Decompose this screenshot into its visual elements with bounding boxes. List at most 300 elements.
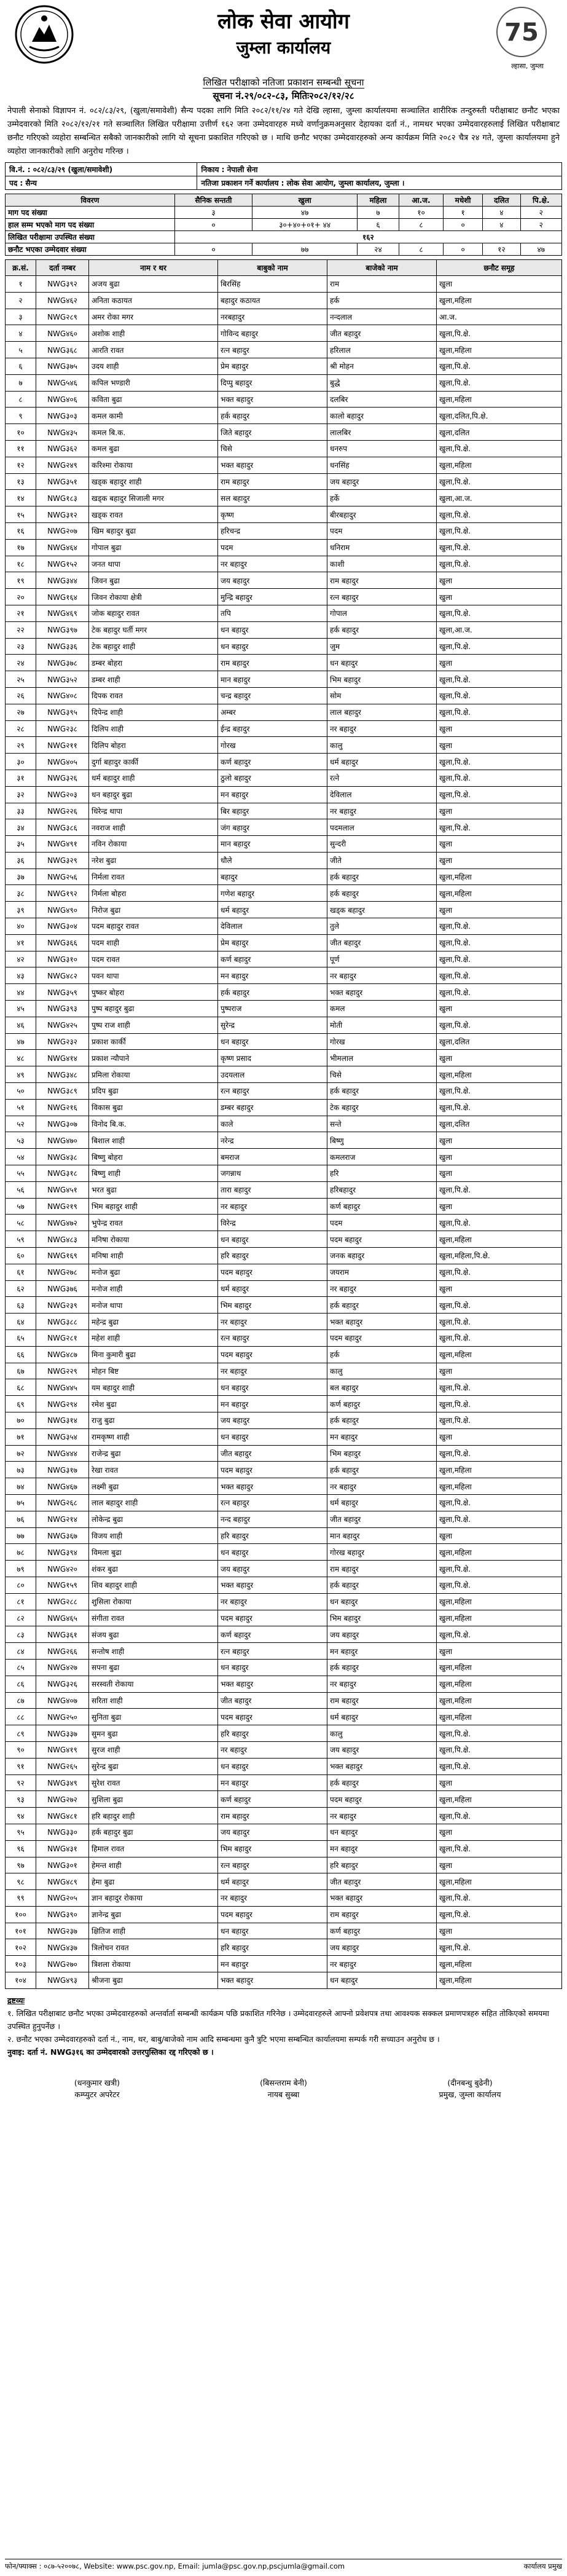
grandfather-name-cell: जय बहादुर — [327, 1741, 437, 1758]
name-cell: ज्ञान बहादुर रोकाया — [89, 1890, 218, 1907]
serial-cell: १३ — [6, 473, 36, 490]
table-row — [6, 1791, 562, 1808]
father-name-cell: धर्म बहादुर — [218, 1280, 327, 1297]
father-name-cell: नर बहादुर — [218, 556, 327, 572]
reg-no-cell: NWG२३९ — [36, 1297, 89, 1314]
grandfather-name-cell: राम बहादुर — [327, 572, 437, 589]
name-cell: निर्मला बोहरा — [89, 885, 218, 902]
grandfather-name-cell: हर्क — [327, 1346, 437, 1363]
group-cell: खुला,महिला — [437, 1659, 562, 1676]
reg-no-cell: NWG३६२ — [36, 440, 89, 457]
grandfather-name-cell: नर बहादुर — [327, 1280, 437, 1297]
vacancy-header-cell: दलित — [483, 194, 521, 207]
group-cell: खुला,पि.क्षे. — [437, 1297, 562, 1314]
name-cell: सरिता शाही — [89, 1692, 218, 1709]
serial-cell: ८५ — [6, 1659, 36, 1676]
name-cell: प्रदिप बुढा — [89, 1083, 218, 1100]
table-row — [6, 885, 562, 902]
group-cell: खुला,पि.क्षे. — [437, 539, 562, 556]
serial-cell: ९२ — [6, 1774, 36, 1791]
name-cell: पदम बहादुर रावत — [89, 918, 218, 935]
name-cell: दिपेन्द्र शाही — [89, 704, 218, 720]
reg-no-cell: NWG४८१ — [36, 1808, 89, 1824]
serial-cell: २७ — [6, 704, 36, 720]
group-cell: खुला,पि.क्षे. — [437, 1890, 562, 1907]
reg-no-cell: NWG४९१ — [36, 836, 89, 853]
name-cell: बिष्णु बोहरा — [89, 1149, 218, 1165]
grandfather-name-cell: हरिबहादुर — [327, 1181, 437, 1198]
vacancy-cell: ८ — [399, 243, 443, 256]
table-row — [6, 1906, 562, 1923]
name-cell: राजु बुढा — [89, 1412, 218, 1428]
group-cell: खुला,महिला — [437, 1066, 562, 1083]
table-row — [6, 1330, 562, 1347]
table-row — [6, 869, 562, 885]
table-row — [6, 276, 562, 293]
name-cell: विनोद बि.क. — [89, 1116, 218, 1132]
table-row — [6, 342, 562, 358]
letterhead — [5, 0, 562, 75]
father-name-cell: पदम — [218, 539, 327, 556]
father-name-cell: हरि बहादुर — [218, 1248, 327, 1264]
signature-1 — [23, 2077, 171, 2100]
serial-cell: २० — [6, 589, 36, 605]
name-cell: राजेन्द्र बुढा — [89, 1445, 218, 1462]
vacancy-table — [5, 194, 562, 256]
father-name-cell: नरेन्द्र — [218, 1132, 327, 1149]
serial-cell: १०४ — [6, 1972, 36, 1989]
grandfather-name-cell: धन बहादुर — [327, 1593, 437, 1610]
grandfather-name-cell: हर्क बहादुर — [327, 621, 437, 638]
table-row — [6, 506, 562, 523]
father-name-cell: बहादुर कठायत — [218, 292, 327, 309]
vacancy-header-cell: पि.क्षे. — [520, 194, 561, 207]
grandfather-name-cell: जनक बहादुर — [327, 1248, 437, 1264]
grandfather-name-cell: जीत बहादुर — [327, 325, 437, 342]
reg-no-cell: NWG४८३ — [36, 1231, 89, 1248]
reg-no-cell: NWG२४९ — [36, 457, 89, 473]
reg-no-cell: NWG३६१ — [36, 1626, 89, 1643]
signature-title: कम्प्युटर अपरेटर — [74, 2089, 120, 2099]
table-row — [6, 1001, 562, 1017]
grandfather-name-cell: लाल बहादुर — [327, 704, 437, 720]
group-cell: खुला,महिला — [437, 1692, 562, 1709]
group-cell: खुला,पि.क्षे. — [437, 934, 562, 951]
reg-no-cell: NWG३२६ — [36, 1676, 89, 1692]
serial-cell: २२ — [6, 621, 36, 638]
serial-cell: २४ — [6, 655, 36, 671]
grandfather-name-cell: कमल — [327, 1001, 437, 1017]
group-cell: खुला,पि.क्षे. — [437, 1511, 562, 1527]
anniversary-caption: ल्हासा, जुम्ला — [511, 62, 544, 70]
group-cell: खुला — [437, 1198, 562, 1215]
name-cell: शंकर बुढा — [89, 1561, 218, 1577]
name-cell: शुसिला रोकाया — [89, 1593, 218, 1610]
grandfather-name-cell: जीत बहादुर — [327, 1511, 437, 1527]
grandfather-name-cell: भिम बहादुर — [327, 671, 437, 688]
name-cell: दिलिप बोहरा — [89, 737, 218, 754]
father-name-cell: पदम बहादुर — [218, 1906, 327, 1923]
grandfather-name-cell: पदम बहादुर — [327, 1330, 437, 1347]
name-cell: अजय बुढा — [89, 276, 218, 293]
name-cell: सुनिता बुढा — [89, 1709, 218, 1725]
name-cell: बिष्णु शाही — [89, 1165, 218, 1182]
name-cell: लाल बहादुर शाही — [89, 1494, 218, 1511]
group-cell: खुला — [437, 803, 562, 819]
father-name-cell: गणेश बहादुर — [218, 885, 327, 902]
reg-no-cell: NWG३५९ — [36, 984, 89, 1001]
father-name-cell: काले — [218, 1116, 327, 1132]
grandfather-name-cell: मोती — [327, 1017, 437, 1033]
name-cell: सरस्वती रोकाया — [89, 1676, 218, 1692]
name-cell: क्षितिज शाही — [89, 1923, 218, 1939]
serial-cell: ७२ — [6, 1445, 36, 1462]
reg-no-cell: NWG४९० — [36, 902, 89, 918]
reg-no-cell: NWG४६२ — [36, 292, 89, 309]
serial-cell: १४ — [6, 490, 36, 506]
reg-no-cell: NWG१५९ — [36, 1577, 89, 1593]
reg-no-cell: NWG२६६ — [36, 1643, 89, 1660]
table-row — [6, 1890, 562, 1907]
reg-no-cell: NWG४३७ — [36, 1939, 89, 1956]
reg-no-cell: NWG४५१ — [36, 1181, 89, 1198]
name-cell: प्रकाश न्यौपाने — [89, 1050, 218, 1066]
reg-no-cell: NWG३४८ — [36, 1066, 89, 1083]
group-cell: खुला,पि.क्षे. — [437, 522, 562, 539]
reg-no-cell: NWG३१४ — [36, 1412, 89, 1428]
note-item: १. लिखित परीक्षाबाट छनौट भएका उम्मेदवारहरुको अन्तर्वार्ता सम्बन्धी कार्यक्रम पछि प्रकाशित गरिनेछ । उम्मेदवारहरुले आफ्नो प्रवेशपत्र तथा आवश्यक सक्कल प्रमाणपत्रहरु सहित तोकिएको समयमा उपस्थित हुनुपर्नेछ । — [7, 2008, 549, 2031]
vacancy-cell: ६ — [358, 219, 399, 231]
group-cell: खुला,पि.क्षे. — [437, 1017, 562, 1033]
father-name-cell: धन बहादुर — [218, 1544, 327, 1561]
serial-cell: ७ — [6, 374, 36, 391]
grandfather-name-cell: हर्क बहादुर — [327, 1774, 437, 1791]
vacancy-cell: १२ — [483, 243, 521, 256]
grandfather-name-cell: हर्क बहादुर — [327, 1083, 437, 1100]
father-name-cell: जीत बहादुर — [218, 1445, 327, 1462]
father-name-cell: हरि बहादुर — [218, 1725, 327, 1742]
group-cell: खुला — [437, 836, 562, 853]
name-cell: खड्क रावत — [89, 506, 218, 523]
signature-title: प्रमुख, जुम्ला कार्यालय — [439, 2089, 501, 2099]
group-cell: खुला,पि.क्षे. — [437, 1577, 562, 1593]
father-name-cell: कर्ण बहादुर — [218, 951, 327, 967]
reg-no-cell: NWG३५४ — [36, 1428, 89, 1445]
name-cell: मोहन बिष्ट — [89, 1363, 218, 1379]
reg-no-cell: NWG३६८ — [36, 342, 89, 358]
group-cell: खुला — [437, 1923, 562, 1939]
serial-cell: ३३ — [6, 803, 36, 819]
grandfather-name-cell: कर्ण बहादुर — [327, 1198, 437, 1215]
notice-title: लिखित परीक्षाको नतिजा प्रकाशन सम्बन्धी सूचना — [203, 77, 364, 88]
group-cell: खुला,महिला — [437, 342, 562, 358]
group-cell: खुला,दलित — [437, 424, 562, 441]
signature-name: (दीनबन्धु बुढेनी) — [447, 2078, 493, 2087]
name-cell: धिरेन्द्र थापा — [89, 803, 218, 819]
serial-cell: ९६ — [6, 1840, 36, 1857]
serial-cell: ३६ — [6, 852, 36, 869]
grandfather-name-cell: नर बहादुर — [327, 967, 437, 984]
table-row — [6, 1873, 562, 1890]
result-office: नतिजा प्रकाशन गर्ने कार्यालय : लोक सेवा आयोग, जुम्ला कार्यालय, जुम्ला । — [197, 176, 562, 190]
name-cell: भरत बुढा — [89, 1181, 218, 1198]
reg-no-cell: NWG२३७ — [36, 1923, 89, 1939]
grandfather-name-cell: कालो बहादुर — [327, 408, 437, 424]
group-cell: आ.ज. — [437, 309, 562, 325]
result-header-cell: क्र.सं. — [6, 260, 36, 276]
table-row — [6, 1956, 562, 1972]
table-row — [6, 934, 562, 951]
group-cell: खुला,महिला — [437, 1873, 562, 1890]
table-row — [6, 1494, 562, 1511]
reg-no-cell: NWG४८९ — [36, 1873, 89, 1890]
serial-cell: ९५ — [6, 1824, 36, 1840]
serial-cell: ४२ — [6, 951, 36, 967]
footer-right: कार्यालय प्रमुख — [523, 2562, 562, 2570]
father-name-cell: रत्न बहादुर — [218, 1083, 327, 1100]
reg-no-cell: NWG३८९ — [36, 1083, 89, 1100]
father-name-cell: पदम बहादुर — [218, 1610, 327, 1626]
group-cell: खुला,महिला — [437, 457, 562, 473]
grandfather-name-cell: धर्म बहादुर — [327, 754, 437, 770]
serial-cell: १०२ — [6, 1939, 36, 1956]
father-name-cell: दिप्पु बहादुर — [218, 374, 327, 391]
name-cell: उदय शाही — [89, 358, 218, 374]
adv-no: वि.नं. : ०८२/८३/२९ (खुला/समावेशी) — [6, 163, 197, 176]
reg-no-cell: NWG४२० — [36, 1561, 89, 1577]
reg-no-cell: NWG४८७ — [36, 1346, 89, 1363]
group-cell: खुला — [437, 1050, 562, 1066]
grandfather-name-cell: धन बहादुर — [327, 655, 437, 671]
name-cell: मनिषा रोकाया — [89, 1231, 218, 1248]
group-cell: खुला,महिला — [437, 1956, 562, 1972]
father-name-cell: कर्ण बहादुर — [218, 1791, 327, 1808]
group-cell: खुला,पि.क्षे. — [437, 1181, 562, 1198]
name-cell: नरेश बुढा — [89, 852, 218, 869]
father-name-cell: धौले — [218, 852, 327, 869]
vacancy-cell: ४७ — [252, 207, 358, 219]
table-row — [6, 1561, 562, 1577]
table-row — [6, 1379, 562, 1396]
reg-no-cell: NWG२२६ — [36, 803, 89, 819]
name-cell: दिलिप शाही — [89, 720, 218, 737]
serial-cell: ६२ — [6, 1280, 36, 1297]
reg-no-cell: NWG२८१ — [36, 1330, 89, 1347]
group-cell: खुला — [437, 737, 562, 754]
serial-cell: ६५ — [6, 1330, 36, 1347]
table-row — [6, 902, 562, 918]
name-cell: अनिता कठायत — [89, 292, 218, 309]
table-row — [6, 589, 562, 605]
father-name-cell: नर बहादुर — [218, 1741, 327, 1758]
name-cell: पदम शाही — [89, 934, 218, 951]
group-cell: खुला,पि.क्षे. — [437, 556, 562, 572]
grandfather-name-cell: मान बहादुर — [327, 1527, 437, 1544]
reg-no-cell: NWG३५२ — [36, 671, 89, 688]
reg-no-cell: NWG३६७ — [36, 1527, 89, 1544]
signature-name: (धनकुमार खत्री) — [74, 2078, 120, 2087]
grandfather-name-cell: देविलाल — [327, 786, 437, 803]
table-row — [6, 1939, 562, 1956]
group-cell: खुला,महिला — [437, 1709, 562, 1725]
name-cell: ज्ञानेन्द्र बुढा — [89, 1906, 218, 1923]
serial-cell: २८ — [6, 720, 36, 737]
group-cell: खुला,पि.क्षे. — [437, 358, 562, 374]
serial-cell: ४६ — [6, 1017, 36, 1033]
table-row — [6, 918, 562, 935]
group-cell: खुला,महिला — [437, 1346, 562, 1363]
father-name-cell: धर्म बहादुर — [218, 1873, 327, 1890]
reg-no-cell: NWG३२९ — [36, 852, 89, 869]
father-name-cell: भक्त बहादुर — [218, 1972, 327, 1989]
grandfather-name-cell: जुम — [327, 638, 437, 655]
serial-cell: ३९ — [6, 902, 36, 918]
group-cell: खुला,पि.क्षे. — [437, 1215, 562, 1231]
serial-cell: ४ — [6, 325, 36, 342]
name-cell: सन्तोष शाही — [89, 1643, 218, 1660]
grandfather-name-cell: जीत बहादुर — [327, 1873, 437, 1890]
serial-cell: ४३ — [6, 967, 36, 984]
group-cell: खुला,पि.क्षे. — [437, 819, 562, 836]
signature-2 — [210, 2077, 358, 2100]
name-cell: बिशाल शाही — [89, 1132, 218, 1149]
name-cell: कमल बुढा — [89, 440, 218, 457]
group-cell: खुला,पि.क्षे. — [437, 1083, 562, 1100]
name-cell: महेश शाही — [89, 1330, 218, 1347]
org-title: लोक सेवा आयोग — [217, 9, 350, 34]
father-name-cell: कर्ण बहादुर — [218, 1626, 327, 1643]
group-cell: खुला,पि.क्षे. — [437, 967, 562, 984]
vacancy-header-cell: सैनिक सन्तती — [174, 194, 252, 207]
table-row — [6, 1066, 562, 1083]
reg-no-cell: NWG३६६ — [36, 934, 89, 951]
grandfather-name-cell: धन बहादुर — [327, 1972, 437, 1989]
group-cell: खुला — [437, 1857, 562, 1873]
name-cell: कविता बुढा — [89, 391, 218, 408]
father-name-cell: ठुलो बहादुर — [218, 770, 327, 786]
group-cell: खुला,पि.क्षे. — [437, 1626, 562, 1643]
name-cell: कपिल भण्डारी — [89, 374, 218, 391]
group-cell: खुला,पि.क्षे. — [437, 1494, 562, 1511]
grandfather-name-cell: पदमलाल — [327, 819, 437, 836]
serial-cell: ५२ — [6, 1116, 36, 1132]
name-cell: रमेश बुढा — [89, 1396, 218, 1412]
father-name-cell: नर बहादुर — [218, 1890, 327, 1907]
serial-cell: ७४ — [6, 1478, 36, 1495]
father-name-cell: हर्क बहादुर — [218, 408, 327, 424]
vacancy-cell: ४७ — [520, 243, 561, 256]
table-row — [6, 539, 562, 556]
serial-cell: ४८ — [6, 1050, 36, 1066]
father-name-cell: भक्त बहादुर — [218, 457, 327, 473]
group-cell: खुला — [437, 902, 562, 918]
name-cell: निर्मला रावत — [89, 869, 218, 885]
grandfather-name-cell: कर्ण बहादुर — [327, 1923, 437, 1939]
father-name-cell: चिसे — [218, 440, 327, 457]
father-name-cell: हरि बहादुर — [218, 1527, 327, 1544]
reg-no-cell: NWG४६५ — [36, 1610, 89, 1626]
table-row — [6, 1923, 562, 1939]
reg-no-cell: NWG३३६ — [36, 638, 89, 655]
serial-cell: १७ — [6, 539, 36, 556]
serial-cell: ३२ — [6, 786, 36, 803]
reg-no-cell: NWG३८८ — [36, 1314, 89, 1330]
reg-no-cell: NWG२७८ — [36, 1264, 89, 1280]
grandfather-name-cell: नर बहादुर — [327, 1478, 437, 1495]
grandfather-name-cell: गोपाल — [327, 605, 437, 621]
group-cell: खुला,पि.क्षे. — [437, 325, 562, 342]
table-row — [6, 786, 562, 803]
serial-cell: ५६ — [6, 1181, 36, 1198]
grandfather-name-cell: कालु — [327, 1725, 437, 1742]
serial-cell: ५९ — [6, 1231, 36, 1248]
serial-cell: ७६ — [6, 1511, 36, 1527]
name-cell: भिम बहादुर शाही — [89, 1198, 218, 1215]
reg-no-cell: NWG३९० — [36, 1906, 89, 1923]
serial-cell: ५ — [6, 342, 36, 358]
group-cell: खुला,पि.क्षे. — [437, 1445, 562, 1462]
grandfather-name-cell: राम बहादुर — [327, 1906, 437, 1923]
grandfather-name-cell: पूर्ण — [327, 951, 437, 967]
father-name-cell: जीत बहादुर — [218, 1692, 327, 1709]
father-name-cell: मन बहादुर — [218, 967, 327, 984]
table-row — [6, 621, 562, 638]
group-cell: खुला,महिला — [437, 391, 562, 408]
grandfather-name-cell: दलबिर — [327, 391, 437, 408]
father-name-cell: मन बहादुर — [218, 1774, 327, 1791]
table-row — [6, 1593, 562, 1610]
reg-no-cell: NWG२३८ — [36, 720, 89, 737]
father-name-cell: भक्त बहादुर — [218, 1478, 327, 1495]
grandfather-name-cell: रत्ने — [327, 770, 437, 786]
grandfather-name-cell: कालु — [327, 1363, 437, 1379]
reg-no-cell: NWG३१२ — [36, 506, 89, 523]
name-cell: सुरज शाही — [89, 1741, 218, 1758]
result-header-cell: बाजेको नाम — [327, 260, 437, 276]
father-name-cell: धन बहादुर — [218, 1923, 327, 1939]
father-name-cell: मन बहादुर — [218, 1956, 327, 1972]
grandfather-name-cell: टेक बहादुर — [327, 1099, 437, 1116]
grandfather-name-cell: हर्क — [327, 292, 437, 309]
name-cell: पुष्कर बोहरा — [89, 984, 218, 1001]
serial-cell: १०१ — [6, 1923, 36, 1939]
serial-cell: ६० — [6, 1248, 36, 1264]
grandfather-name-cell: कमलराज — [327, 1149, 437, 1165]
group-cell: खुला,पि.क्षे. — [437, 638, 562, 655]
grandfather-name-cell: भक्त बहादुर — [327, 1314, 437, 1330]
reg-no-cell: NWG२८९ — [36, 309, 89, 325]
table-row — [6, 1396, 562, 1412]
father-name-cell: बिर बहादुर — [218, 803, 327, 819]
group-cell: खुला,पि.क्षे. — [437, 786, 562, 803]
table-row — [6, 754, 562, 770]
serial-cell: २ — [6, 292, 36, 309]
father-name-cell: हर्क बहादुर — [218, 984, 327, 1001]
serial-cell: ६४ — [6, 1314, 36, 1330]
table-row — [6, 424, 562, 441]
serial-cell: ३१ — [6, 770, 36, 786]
table-row — [6, 374, 562, 391]
name-cell: यम बहादुर शाही — [89, 1379, 218, 1396]
grandfather-name-cell: राम बहादुर — [327, 1561, 437, 1577]
name-cell: खड्क बहादुर शाही — [89, 473, 218, 490]
reg-no-cell: NWG४०६ — [36, 391, 89, 408]
vacancy-cell: ० — [444, 219, 483, 231]
table-row — [6, 1099, 562, 1116]
grandfather-name-cell: कालु — [327, 737, 437, 754]
reg-no-cell: NWG३१८ — [36, 1165, 89, 1182]
father-name-cell: राम बहादुर — [218, 655, 327, 671]
